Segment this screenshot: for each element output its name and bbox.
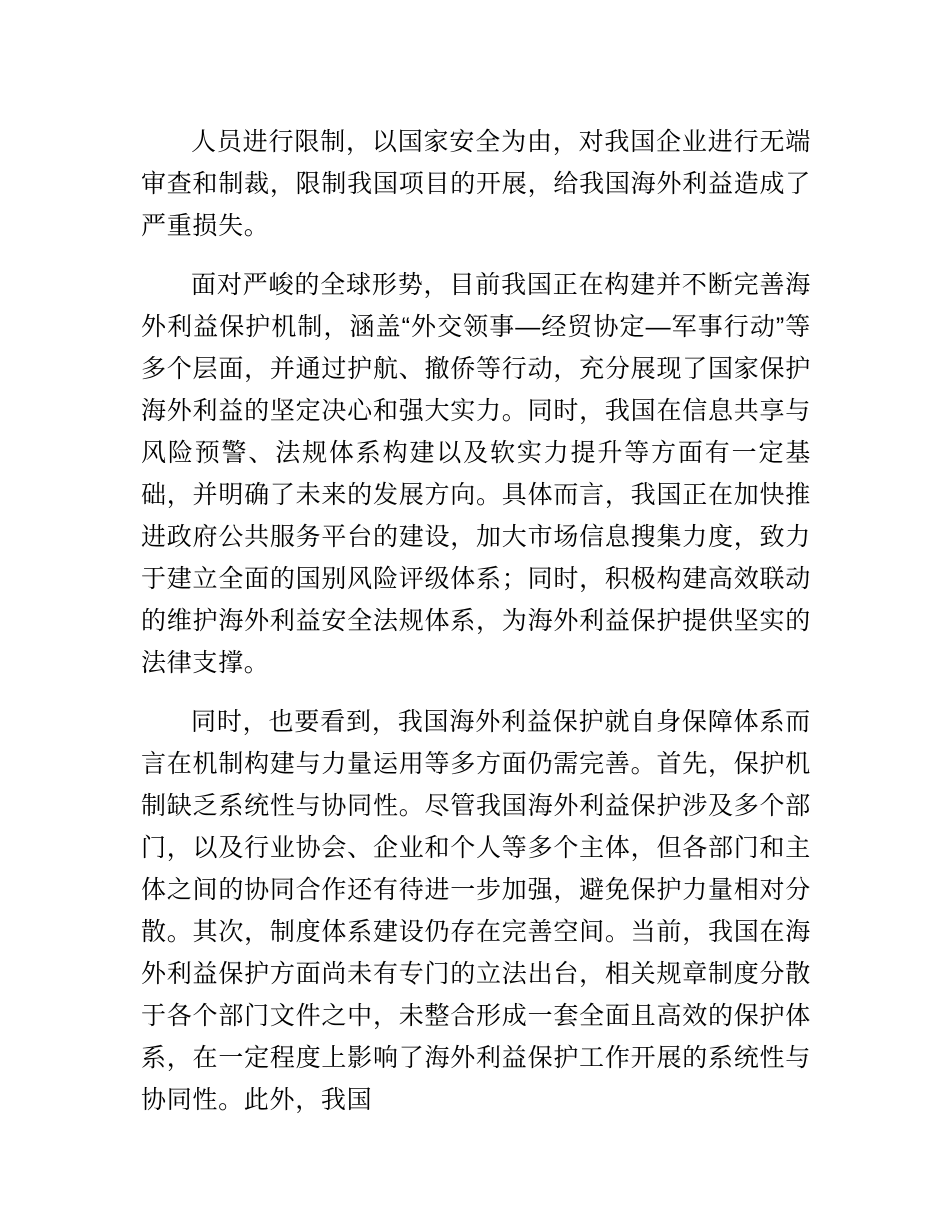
paragraph-3: 同时，也要看到，我国海外利益保护就自身保障体系而言在机制构建与力量运用等多方面仍需完善。首先，保护机制缺乏系统性与协同性。尽管我国海外利益保护涉及多个部门，以及行业协会、企业和个人等多个主体，但各部门和主体之间的协同合作还有待进一步加强，避免保护力量相对分散。其次，制度体系建设仍存在完善空间。当前，我国在海外利益保护方面尚未有专门的立法出台，相关规章制度分散于各个部门文件之中，未整合形成一套全面且高效的保护体系，在一定程度上影响了海外利益保护工作开展的系统性与协同性。此外，我国 [141,708,811,1114]
paragraph-2: 面对严峻的全球形势，目前我国正在构建并不断完善海外利益保护机制，涵盖“外交领事—经贸协定—军事行动”等多个层面，并通过护航、撤侨等行动，充分展现了国家保护海外利益的坚定决心和强大实力。同时，我国在信息共享与风险预警、法规体系构建以及软实力提升等方面有一定基础，并明确了未来的发展方向。具体而言，我国正在加快推进政府公共服务平台的建设，加大市场信息搜集力度，致力于建立全面的国别风险评级体系；同时，积极构建高效联动的维护海外利益安全法规体系，为海外利益保护提供坚实的法律支撑。 [141,271,811,677]
paragraph-1: 人员进行限制，以国家安全为由，对我国企业进行无端审查和制裁，限制我国项目的开展，给我国海外利益造成了严重损失。 [141,128,811,240]
